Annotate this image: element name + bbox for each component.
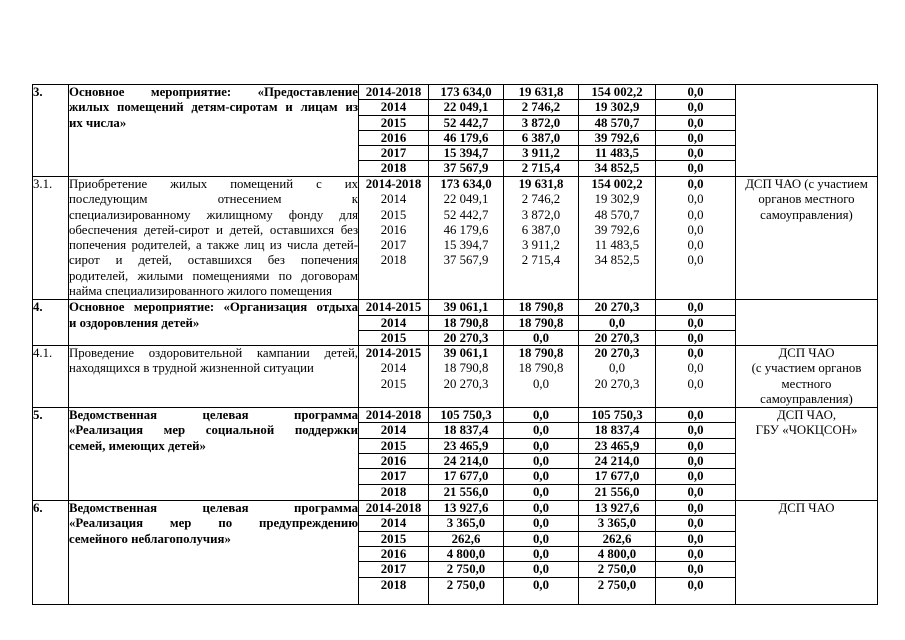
period-cell: 2018 <box>359 484 429 501</box>
table-row <box>33 408 878 423</box>
period-value: 2014-2015 <box>365 345 422 360</box>
amount-value: 0,0 <box>687 207 704 222</box>
amount-value: 39 061,1 <box>443 345 489 360</box>
amount-cell: 3 911,2 <box>504 146 579 161</box>
amount-value: 3 911,2 <box>522 238 560 253</box>
section-number-text: 3. <box>33 85 43 99</box>
section-description <box>69 300 359 346</box>
amount-value: 52 442,7 <box>443 207 489 222</box>
amount-cell: 0,0 <box>579 315 656 330</box>
amount-cell <box>579 176 656 299</box>
amount-cell <box>579 345 656 407</box>
description-line: «Реализация мер по предупреждению <box>69 516 358 531</box>
amount-cell: 0,0 <box>504 516 579 531</box>
responsible-cell <box>736 300 878 346</box>
amount-cell: 13 927,6 <box>579 501 656 516</box>
amount-cell: 0,0 <box>656 454 736 469</box>
amount-cell: 0,0 <box>504 501 579 516</box>
amount-cell: 2 750,0 <box>429 562 504 577</box>
section-number <box>33 345 69 407</box>
amount-cell: 0,0 <box>656 330 736 345</box>
amount-value: 39 792,6 <box>594 222 640 237</box>
amount-cell: 0,0 <box>656 547 736 562</box>
amount-cell: 17 677,0 <box>429 469 504 484</box>
amount-cell <box>504 345 579 407</box>
section-number-text: 5. <box>33 408 43 423</box>
amount-cell: 18 790,8 <box>504 300 579 315</box>
period-cell: 2014 <box>359 100 429 115</box>
period-cell: 2014-2018 <box>359 85 429 100</box>
responsible-cell <box>736 176 878 299</box>
program-table <box>32 84 878 605</box>
amount-cell: 0,0 <box>656 161 736 177</box>
period-value: 2014-2018 <box>365 176 422 191</box>
description-line: попечения родителей, а также лиц из числа детей- <box>69 238 358 253</box>
amount-cell: 0,0 <box>656 300 736 315</box>
amount-cell: 0,0 <box>504 484 579 501</box>
amount-cell: 0,0 <box>656 438 736 453</box>
period-cell: 2014 <box>359 315 429 330</box>
section-number-text: 6. <box>33 501 43 516</box>
section-number <box>33 176 69 299</box>
amount-cell: 34 852,5 <box>579 161 656 177</box>
period-cell: 2016 <box>359 547 429 562</box>
amount-cell: 262,6 <box>429 531 504 546</box>
amount-cell: 2 746,2 <box>504 100 579 115</box>
period-cell: 2014-2018 <box>359 408 429 423</box>
amount-cell: 0,0 <box>656 100 736 115</box>
amount-cell: 262,6 <box>579 531 656 546</box>
description-line: и оздоровления детей» <box>69 315 200 330</box>
description-line: Ведомственная целевая программа <box>69 501 358 516</box>
period-value: 2014 <box>380 192 407 207</box>
amount-value: 6 387,0 <box>521 222 561 237</box>
amount-cell: 23 465,9 <box>429 438 504 453</box>
period-cell <box>359 176 429 299</box>
amount-cell: 0,0 <box>656 423 736 438</box>
responsible-line: ДСП ЧАО <box>778 501 835 516</box>
table-row <box>33 345 878 407</box>
amount-cell: 0,0 <box>656 315 736 330</box>
description-line: Ведомственная целевая программа <box>69 408 358 423</box>
amount-cell: 0,0 <box>656 577 736 605</box>
amount-cell: 0,0 <box>504 577 579 605</box>
period-cell: 2014 <box>359 516 429 531</box>
amount-cell: 173 634,0 <box>429 85 504 100</box>
amount-cell: 23 465,9 <box>579 438 656 453</box>
amount-value: 0,0 <box>687 253 704 268</box>
amount-value: 20 270,3 <box>594 376 640 391</box>
period-value: 2015 <box>380 376 407 391</box>
responsible-line: органов местного <box>758 192 855 207</box>
period-cell: 2016 <box>359 130 429 145</box>
description-line: найма специализированного жилого помещения <box>69 284 332 299</box>
amount-cell: 18 790,8 <box>429 315 504 330</box>
amount-cell: 0,0 <box>504 547 579 562</box>
amount-cell: 3 365,0 <box>579 516 656 531</box>
description-line: последующим отнесением к <box>69 192 358 207</box>
amount-cell: 0,0 <box>656 408 736 423</box>
amount-cell: 2 750,0 <box>429 577 504 605</box>
amount-value: 154 002,2 <box>591 176 643 191</box>
amount-value: 19 302,9 <box>594 192 640 207</box>
period-cell: 2017 <box>359 562 429 577</box>
responsible-cell <box>736 408 878 501</box>
amount-cell: 4 800,0 <box>579 547 656 562</box>
section-description <box>69 85 359 177</box>
amount-value: 0,0 <box>687 192 704 207</box>
amount-value: 0,0 <box>533 376 549 391</box>
amount-cell <box>429 345 504 407</box>
amount-value: 173 634,0 <box>440 176 492 191</box>
description-line: специализированному жилищному фонду для <box>69 207 358 222</box>
amount-cell: 18 837,4 <box>579 423 656 438</box>
description-line: родителей, жилыми помещениями по договорам <box>69 268 358 283</box>
amount-cell: 19 631,8 <box>504 85 579 100</box>
amount-cell: 4 800,0 <box>429 547 504 562</box>
amount-value: 22 049,1 <box>443 192 489 207</box>
amount-value: 0,0 <box>687 361 704 376</box>
section-number-text: 4.1. <box>33 345 53 360</box>
amount-cell: 0,0 <box>656 130 736 145</box>
amount-cell: 52 442,7 <box>429 115 504 130</box>
amount-cell: 0,0 <box>656 85 736 100</box>
amount-cell: 154 002,2 <box>579 85 656 100</box>
amount-cell: 0,0 <box>504 423 579 438</box>
section-number-text: 4. <box>33 300 43 315</box>
amount-cell: 13 927,6 <box>429 501 504 516</box>
amount-cell <box>656 176 736 299</box>
description-line: обеспечения детей-сирот и детей, оставшихся без <box>69 222 358 237</box>
amount-cell: 39 792,6 <box>579 130 656 145</box>
amount-cell: 0,0 <box>504 562 579 577</box>
description-line: Основное мероприятие: «Предоставление <box>69 85 358 99</box>
amount-cell: 3 365,0 <box>429 516 504 531</box>
amount-value: 0,0 <box>687 345 704 360</box>
amount-cell: 0,0 <box>656 146 736 161</box>
responsible-cell <box>736 501 878 605</box>
amount-cell: 3 872,0 <box>504 115 579 130</box>
amount-cell: 6 387,0 <box>504 130 579 145</box>
amount-cell: 0,0 <box>656 115 736 130</box>
responsible-line: местного <box>781 376 832 391</box>
description-line: семейного неблагополучия» <box>69 531 231 546</box>
amount-cell: 0,0 <box>656 501 736 516</box>
amount-cell: 2 750,0 <box>579 562 656 577</box>
period-cell: 2018 <box>359 577 429 605</box>
amount-cell: 0,0 <box>504 408 579 423</box>
period-cell: 2014 <box>359 423 429 438</box>
responsible-line: ДСП ЧАО, <box>776 408 837 423</box>
period-cell: 2015 <box>359 330 429 345</box>
amount-value: 0,0 <box>687 222 704 237</box>
table-row <box>33 176 878 299</box>
amount-value: 19 631,8 <box>518 176 564 191</box>
responsible-line: ДСП ЧАО (с участием <box>745 176 868 191</box>
section-number <box>33 85 69 177</box>
description-line: находящихся в трудной жизненной ситуации <box>69 361 314 376</box>
period-cell: 2014-2015 <box>359 300 429 315</box>
table-row <box>33 300 878 315</box>
amount-value: 2 715,4 <box>521 253 561 268</box>
amount-cell: 0,0 <box>656 484 736 501</box>
amount-cell <box>429 176 504 299</box>
section-description <box>69 501 359 605</box>
amount-cell: 18 837,4 <box>429 423 504 438</box>
amount-value: 20 270,3 <box>443 376 489 391</box>
section-number <box>33 408 69 501</box>
amount-value: 0,0 <box>687 176 704 191</box>
amount-value: 18 790,8 <box>518 345 564 360</box>
period-cell: 2017 <box>359 469 429 484</box>
amount-value: 0,0 <box>687 376 704 391</box>
amount-cell: 15 394,7 <box>429 146 504 161</box>
description-line: «Реализация мер социальной поддержки <box>69 423 358 438</box>
responsible-line: самоуправления) <box>760 391 853 406</box>
amount-cell: 0,0 <box>656 516 736 531</box>
amount-cell: 0,0 <box>504 454 579 469</box>
amount-value: 18 790,8 <box>443 361 489 376</box>
amount-cell: 39 061,1 <box>429 300 504 315</box>
amount-value: 20 270,3 <box>594 345 640 360</box>
responsible-line: (с участием органов <box>751 361 862 376</box>
period-value: 2018 <box>380 253 407 268</box>
amount-cell: 18 790,8 <box>504 315 579 330</box>
amount-cell: 48 570,7 <box>579 115 656 130</box>
period-value: 2017 <box>380 238 407 253</box>
description-line: Проведение оздоровительной кампании детей, <box>69 345 358 360</box>
section-number <box>33 300 69 346</box>
amount-value: 0,0 <box>687 238 704 253</box>
section-description <box>69 345 359 407</box>
amount-cell: 0,0 <box>504 438 579 453</box>
amount-cell: 24 214,0 <box>579 454 656 469</box>
amount-cell: 0,0 <box>504 469 579 484</box>
responsible-line: ГБУ «ЧОКЦСОН» <box>755 423 858 438</box>
amount-cell: 2 715,4 <box>504 161 579 177</box>
description-line: их числа» <box>69 115 127 130</box>
period-cell: 2015 <box>359 531 429 546</box>
amount-cell: 11 483,5 <box>579 146 656 161</box>
amount-cell <box>504 176 579 299</box>
table-row <box>33 85 878 100</box>
period-value: 2015 <box>380 207 407 222</box>
responsible-line: самоуправления) <box>760 207 853 222</box>
period-cell: 2017 <box>359 146 429 161</box>
responsible-line: ДСП ЧАО <box>778 345 835 360</box>
period-cell: 2014-2018 <box>359 501 429 516</box>
amount-cell: 0,0 <box>656 562 736 577</box>
amount-cell <box>656 345 736 407</box>
section-description <box>69 176 359 299</box>
section-number <box>33 501 69 605</box>
amount-value: 46 179,6 <box>443 222 489 237</box>
amount-cell: 105 750,3 <box>579 408 656 423</box>
description-line: семей, имеющих детей» <box>69 438 206 453</box>
amount-value: 11 483,5 <box>594 238 640 253</box>
amount-cell: 21 556,0 <box>579 484 656 501</box>
period-value: 2014 <box>380 361 407 376</box>
amount-cell: 22 049,1 <box>429 100 504 115</box>
description-line: Приобретение жилых помещений с их <box>69 176 358 191</box>
amount-cell: 46 179,6 <box>429 130 504 145</box>
period-cell: 2016 <box>359 454 429 469</box>
table-row <box>33 501 878 516</box>
amount-value: 2 746,2 <box>521 192 561 207</box>
period-cell: 2018 <box>359 161 429 177</box>
amount-cell: 20 270,3 <box>429 330 504 345</box>
amount-cell: 0,0 <box>656 531 736 546</box>
amount-cell: 17 677,0 <box>579 469 656 484</box>
amount-value: 34 852,5 <box>594 253 640 268</box>
period-cell <box>359 345 429 407</box>
responsible-cell <box>736 345 878 407</box>
amount-value: 15 394,7 <box>443 238 489 253</box>
description-line: жилых помещений детям-сиротам и лицам из <box>69 100 358 115</box>
amount-cell: 0,0 <box>504 330 579 345</box>
amount-cell: 24 214,0 <box>429 454 504 469</box>
amount-cell: 20 270,3 <box>579 300 656 315</box>
amount-value: 0,0 <box>609 361 625 376</box>
amount-cell: 2 750,0 <box>579 577 656 605</box>
section-description <box>69 408 359 501</box>
amount-cell: 20 270,3 <box>579 330 656 345</box>
amount-value: 48 570,7 <box>594 207 640 222</box>
program-table-body <box>33 85 878 605</box>
amount-cell: 0,0 <box>504 531 579 546</box>
description-line: Основное мероприятие: «Организация отдыха <box>69 300 358 315</box>
amount-cell: 21 556,0 <box>429 484 504 501</box>
period-cell: 2015 <box>359 115 429 130</box>
amount-cell: 105 750,3 <box>429 408 504 423</box>
amount-cell: 37 567,9 <box>429 161 504 177</box>
amount-value: 37 567,9 <box>443 253 489 268</box>
responsible-cell <box>736 85 878 177</box>
amount-value: 3 872,0 <box>521 207 561 222</box>
period-cell: 2015 <box>359 438 429 453</box>
description-line: сирот и детей, оставшихся без попечения <box>69 253 358 268</box>
amount-value: 18 790,8 <box>518 361 564 376</box>
section-number-text: 3.1. <box>33 176 53 191</box>
period-value: 2016 <box>380 222 407 237</box>
amount-cell: 19 302,9 <box>579 100 656 115</box>
amount-cell: 0,0 <box>656 469 736 484</box>
